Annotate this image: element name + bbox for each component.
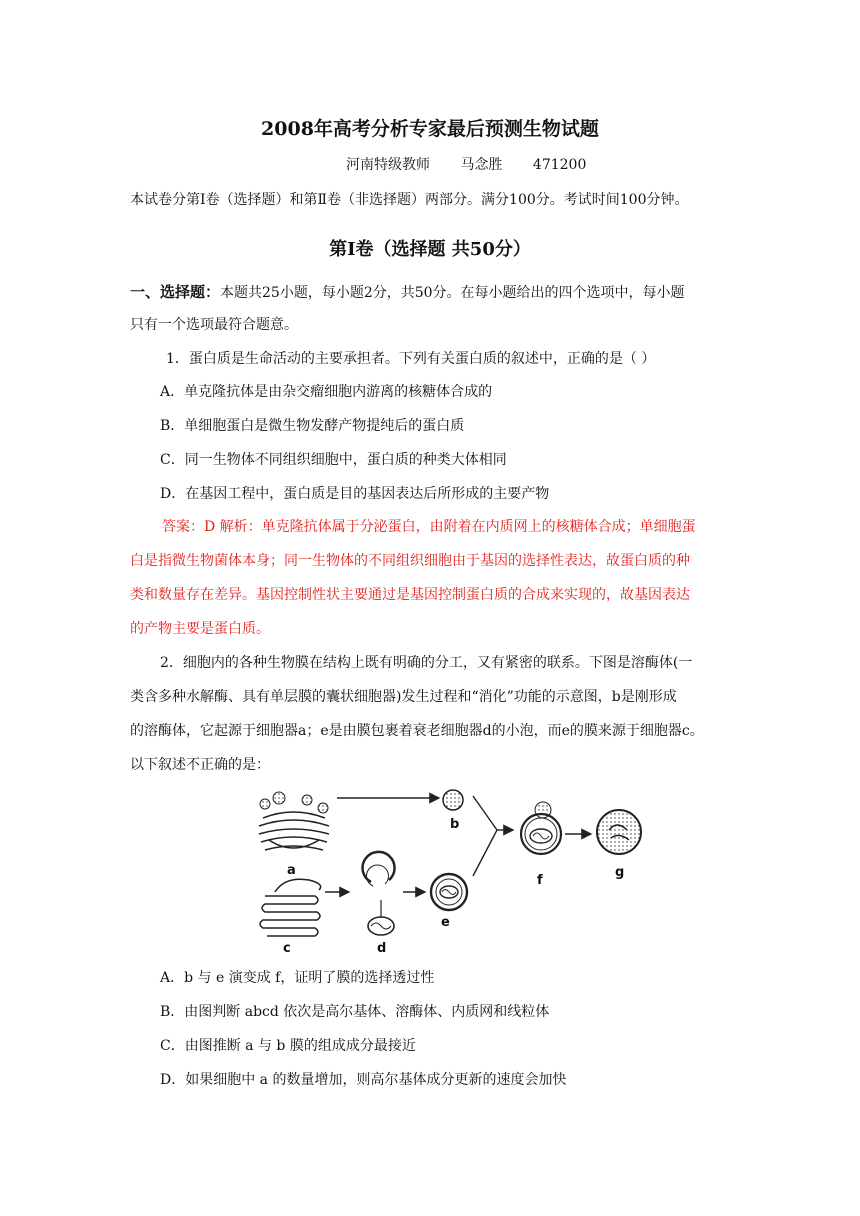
q2-option-d: D．如果细胞中 a 的数量增加，则高尔基体成分更新的速度会加快 — [160, 1072, 567, 1088]
author-code: 471200 — [532, 157, 587, 173]
q2-stem-line-3: 的溶酶体，它起源于细胞器a；e是由膜包裹着衰老细胞器d的小泡，而e的膜来源于细胞器c。 — [130, 723, 704, 739]
author-line — [346, 155, 612, 175]
part-desc-2: 只有一个选项最符合题意。 — [130, 317, 298, 333]
document-title: 2008年高考分析专家最后预测生物试题 — [261, 118, 599, 140]
q1-answer-line-3: 类和数量存在差异。基因控制性状主要通过是基因控制蛋白质的合成来实现的，故基因表达 — [130, 587, 690, 603]
q1-option-d: D．在基因工程中，蛋白质是目的基因表达后所形成的主要产物 — [160, 486, 550, 502]
label-a: a — [287, 863, 296, 878]
section-title: 第Ⅰ卷（选择题 共50分） — [329, 239, 531, 260]
q1-answer-line-4: 的产物主要是蛋白质。 — [130, 621, 270, 637]
part-label: 一、选择题： — [130, 283, 221, 301]
q2-option-b: B．由图判断 abcd 依次是高尔基体、溶酶体、内质网和线粒体 — [160, 1004, 550, 1020]
lysosome-diagram — [245, 780, 645, 958]
author-name: 马念胜 — [460, 157, 503, 173]
q1-stem: 1．蛋白质是生命活动的主要承担者。下列有关蛋白质的叙述中，正确的是（ ） — [166, 351, 656, 367]
exam-intro: 本试卷分第Ⅰ卷（选择题）和第Ⅱ卷（非选择题）两部分。满分100分。考试时间100分钟。 — [130, 192, 689, 208]
part-desc-1: 本题共25小题，每小题2分，共50分。在每小题给出的四个选项中，每小题 — [220, 285, 685, 301]
label-d: d — [377, 941, 387, 956]
label-c: c — [283, 941, 291, 956]
q2-stem-line-1: 2．细胞内的各种生物膜在结构上既有明确的分工，又有紧密的联系。下图是溶酶体(一 — [160, 655, 693, 671]
author-role: 河南特级教师 — [346, 157, 430, 173]
q1-answer-line-1: 答案：D 解析：单克隆抗体属于分泌蛋白，由附着在内质网上的核糖体合成；单细胞蛋 — [162, 519, 696, 535]
q1-answer-line-2: 白是指微生物菌体本身；同一生物体的不同组织细胞由于基因的选择性表达，故蛋白质的种 — [130, 553, 690, 569]
label-g: g — [615, 865, 625, 880]
q2-option-c: C．由图推断 a 与 b 膜的组成成分最接近 — [160, 1038, 416, 1054]
endoplasmic-reticulum-c — [260, 879, 321, 936]
q2-option-a: A．b 与 e 演变成 f，证明了膜的选择透过性 — [160, 970, 435, 986]
part-header — [130, 282, 685, 303]
q2-stem-line-4: 以下叙述不正确的是： — [130, 757, 270, 773]
q1-option-b: B．单细胞蛋白是微生物发酵产物提纯后的蛋白质 — [160, 418, 465, 434]
label-f: f — [537, 873, 543, 888]
label-e: e — [441, 915, 450, 930]
q1-option-a: A．单克隆抗体是由杂交瘤细胞内游离的核糖体合成的 — [160, 384, 493, 400]
q2-stem-line-2: 类含多种水解酶、具有单层膜的囊状细胞器)发生过程和“消化”功能的示意图，b是刚形成 — [130, 689, 677, 705]
q1-option-c: C．同一生物体不同组织细胞中，蛋白质的种类大体相同 — [160, 452, 507, 468]
golgi-apparatus-a — [259, 812, 329, 850]
label-b: b — [450, 817, 460, 832]
